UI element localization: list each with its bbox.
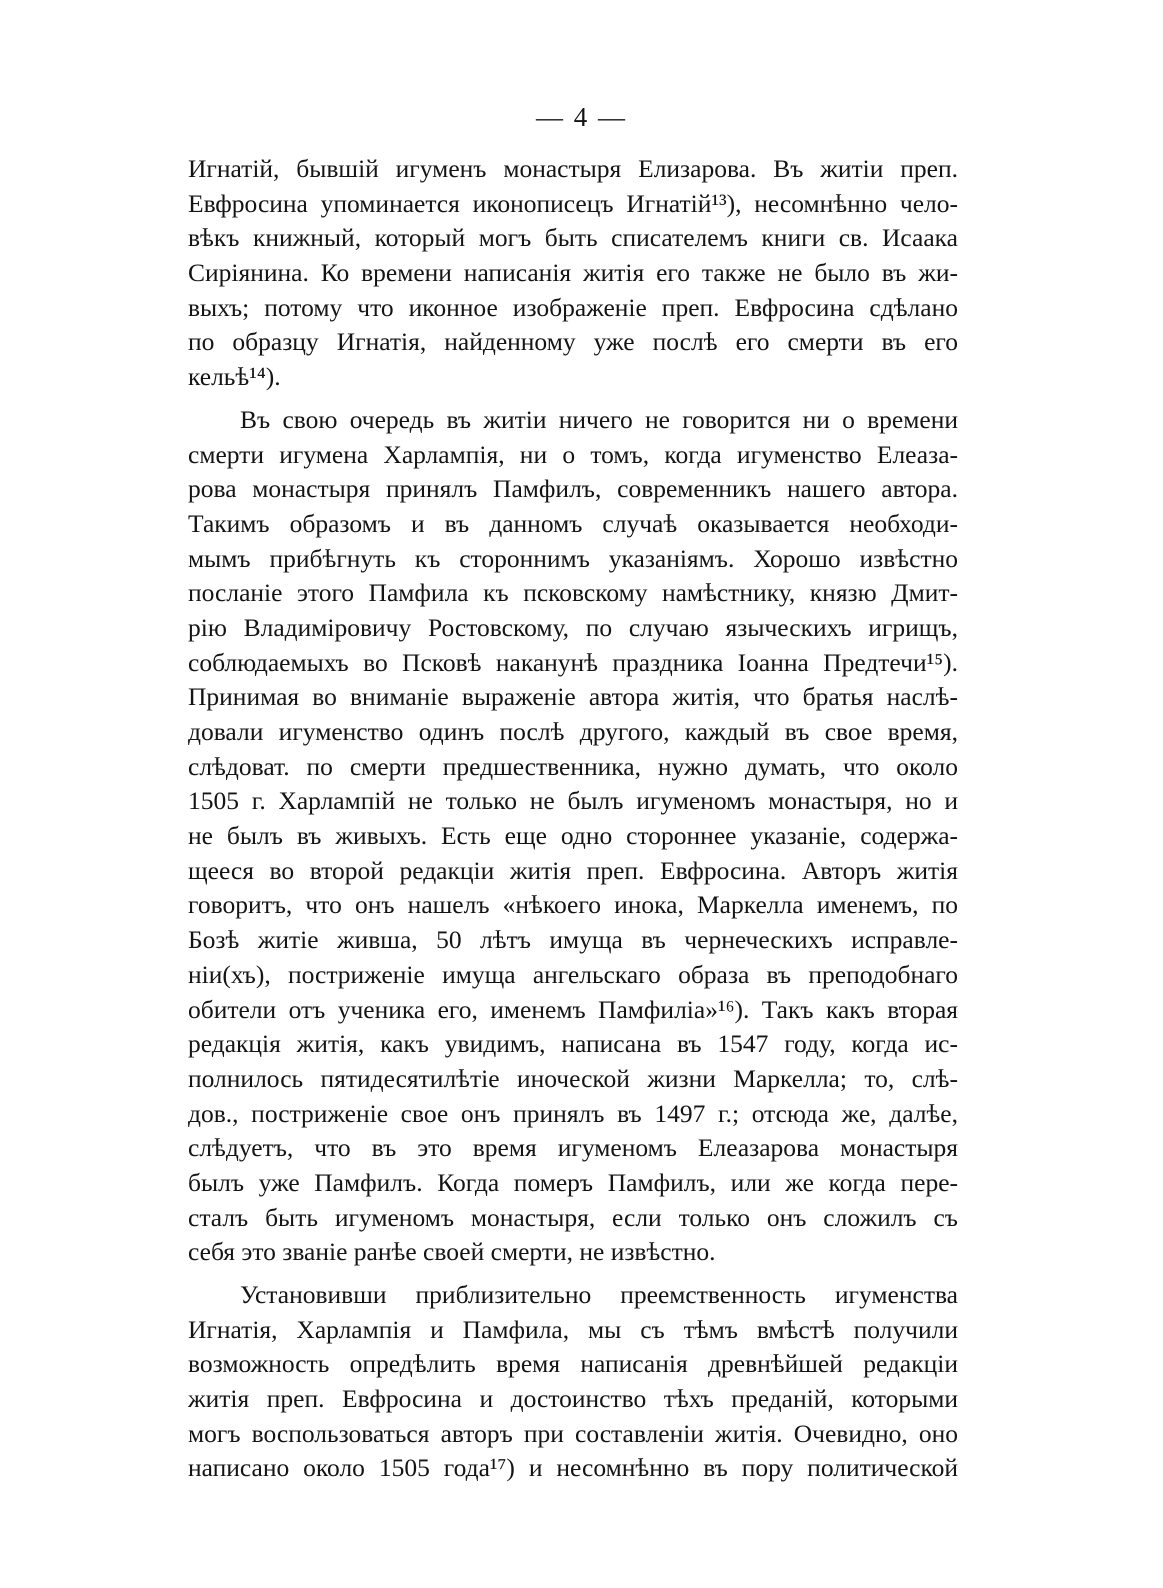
text-line: вѣкъ книжный, который могъ быть списателемъ книги св. Исаака xyxy=(188,223,958,253)
text-line: Евфросина упоминается иконописецъ Игнатій¹³), несомнѣнно чело- xyxy=(188,188,958,218)
paragraph-gap xyxy=(188,1270,958,1278)
page-number: — 4 — xyxy=(536,102,627,132)
text-line: Такимъ образомъ и въ данномъ случаѣ оказывается необходи- xyxy=(188,508,958,538)
text-line: житія преп. Евфросина и достоинство тѣхъ преданій, которыми xyxy=(188,1384,958,1414)
text-line: слѣдуетъ, что въ это время игуменомъ Елеазарова монастыря xyxy=(188,1133,958,1163)
text-line: смерти игумена Харлампія, ни о томъ, когда игуменство Елеаза- xyxy=(188,439,958,469)
text-line: Въ свою очередь въ житіи ничего не говорится ни о времени xyxy=(240,404,958,434)
text-line: Бозѣ житіе живша, 50 лѣтъ имуща въ чернеческихъ исправле- xyxy=(188,925,958,955)
text-line: рова монастыря принялъ Памфилъ, современникъ нашего автора. xyxy=(188,474,958,504)
text-line: рію Владиміровичу Ростовскому, по случаю языческихъ игрищъ, xyxy=(188,612,958,642)
text-line: выхъ; потому что иконное изображеніе преп. Евфросина сдѣлано xyxy=(188,292,958,322)
text-line: могъ воспользоваться авторъ при составленіи житія. Очевидно, оно xyxy=(188,1418,958,1448)
text-line: 1505 г. Харлампій не только не былъ игуменомъ монастыря, но и xyxy=(188,786,958,816)
body-text xyxy=(188,152,958,1486)
text-line: мымъ прибѣгнуть къ стороннимъ указаніямъ. Хорошо извѣстно xyxy=(188,543,958,573)
text-line: себя это званіе ранѣе своей смерти, не извѣстно. xyxy=(188,1237,716,1267)
text-line: посланіе этого Памфила къ псковскому намѣстнику, князю Дмит- xyxy=(188,578,958,608)
text-line: слѣдоват. по смерти предшественника, нужно думать, что около xyxy=(188,751,958,781)
text-line: возможность опредѣлить время написанія древнѣйшей редакціи xyxy=(188,1349,958,1379)
text-line: полнилось пятидесятилѣтіе иноческой жизни Маркелла; то, слѣ- xyxy=(188,1063,958,1093)
text-line: не былъ въ живыхъ. Есть еще одно стороннее указаніе, содержа- xyxy=(188,821,958,851)
text-line: Установивши приблизительно преемственность игуменства xyxy=(240,1280,958,1309)
text-line: соблюдаемыхъ во Псковѣ наканунѣ праздника Іоанна Предтечи¹⁵). xyxy=(188,647,958,677)
paragraph-3 xyxy=(188,1278,958,1486)
text-line: былъ уже Памфилъ. Когда померъ Памфилъ, или же когда пере- xyxy=(188,1167,958,1197)
text-line: Игнатія, Харлампія и Памфила, мы съ тѣмъ вмѣстѣ получили xyxy=(188,1314,958,1344)
text-line: обители отъ ученика его, именемъ Памфиліа»¹⁶). Такъ какъ вторая xyxy=(188,994,958,1024)
text-line: довали игуменство одинъ послѣ другого, каждый въ свое время, xyxy=(188,717,958,746)
text-line: щееся во второй редакціи житія преп. Евфросина. Авторъ житія xyxy=(188,855,958,885)
text-line: редакція житія, какъ увидимъ, написана въ 1547 году, когда ис- xyxy=(188,1029,958,1059)
text-line: дов., постриженіе свое онъ принялъ въ 1497 г.; отсюда же, далѣе, xyxy=(188,1098,958,1128)
text-line: Сиріянина. Ко времени написанія житія его также не было въ жи- xyxy=(188,258,958,288)
text-line: Игнатій, бывшій игуменъ монастыря Елизарова. Въ житіи преп. xyxy=(188,154,958,183)
text-line: Принимая во вниманіе выраженіе автора житія, что братья наслѣ- xyxy=(188,682,958,712)
text-line: сталъ быть игуменомъ монастыря, если только онъ сложилъ съ xyxy=(188,1202,958,1232)
text-line: ніи(хъ), постриженіе имуща ангельскаго образа въ преподобнаго xyxy=(188,959,958,989)
text-line: говоритъ, что онъ нашелъ «нѣкоего инока, Маркелла именемъ, по xyxy=(188,890,958,920)
text-line: написано около 1505 года¹⁷) и несомнѣнно въ пору политической xyxy=(188,1453,958,1483)
paragraph-gap xyxy=(188,395,958,403)
text-line: кельѣ¹⁴). xyxy=(188,362,281,392)
paragraph-1 xyxy=(188,152,958,395)
text-line: по образцу Игнатія, найденному уже послѣ его смерти въ его xyxy=(188,327,958,357)
paragraph-2 xyxy=(188,403,958,1270)
